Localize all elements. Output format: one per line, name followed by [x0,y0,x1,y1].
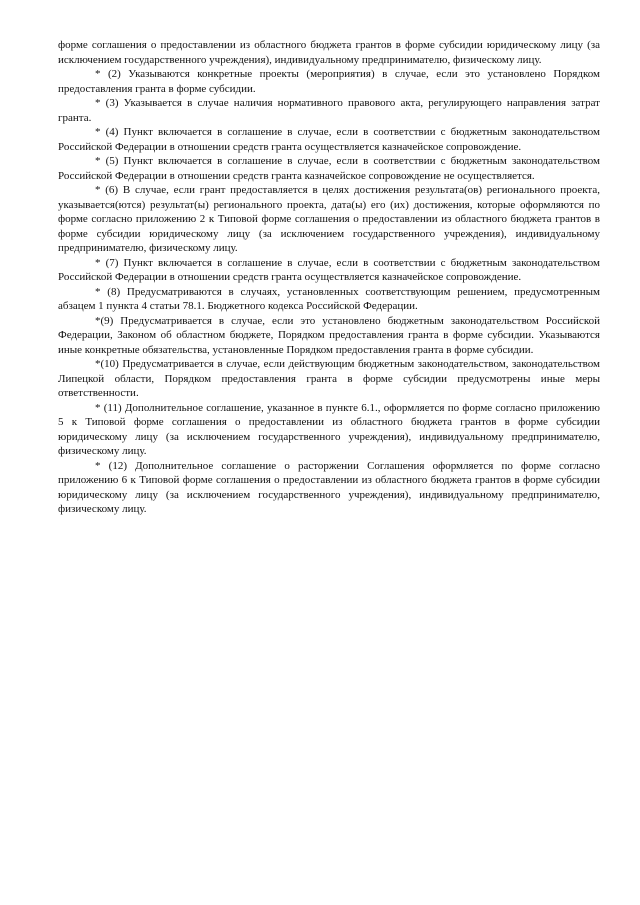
footnote-12: * (12) Дополнительное соглашение о расторжении Соглашения оформляется по форме согласно приложению 6 к Типовой форме соглашения о предоставлении из областного бюджета грантов в форме субсидии юридическому лицу (за исключением государственного учреждения), индивидуальному предпринимателю, физическому лицу. [58,459,600,515]
footnote-4: * (4) Пункт включается в соглашение в случае, если в соответствии с бюджетным законодательством Российской Федерации в отношении средств гранта осуществляется казначейское сопровождение. [58,126,600,153]
footnote-2: * (2) Указываются конкретные проекты (мероприятия) в случае, если это установлено Порядком предоставления гранта в форме субсидии. [58,68,600,95]
footnote-7: * (7) Пункт включается в соглашение в случае, если в соответствии с бюджетным законодательством Российской Федерации в отношении средств гранта осуществляется казначейское сопровождение. [58,256,600,283]
footnote-10: *(10) Предусматривается в случае, если действующим бюджетным законодательством, законодательством Липецкой области, Порядком предоставления гранта в форме субсидии предусмотрены иные меры ответственности. [58,358,600,399]
footnote-11: * (11) Дополнительное соглашение, указанное в пункте 6.1., оформляется по форме согласно приложению 5 к Типовой форме соглашения о предоставлении из областного бюджета грантов в форме субсидии юридическому лицу (за исключением государственного учреждения), индивидуальному предпринимателю, физическому лицу. [58,401,600,457]
footnote-6: * (6) В случае, если грант предоставляется в целях достижения результата(ов) регионального проекта, указывается(ются) результат(ы) регионального проекта, дата(ы) его (их) достижения, которые оформляются по форме согласно приложению 2 к Типовой форме соглашения о предоставлении из областного бюджета грантов в форме субсидии юридическому лицу (за исключением государственного учреждения), индивидуальному предпринимателю, физическому лицу. [58,184,600,254]
footnote-5: * (5) Пункт включается в соглашение в случае, если в соответствии с бюджетным законодательством Российской Федерации в отношении средств гранта казначейское сопровождение не осуществляется. [58,155,600,182]
footnotes-block [58,38,600,517]
footnote-8: * (8) Предусматриваются в случаях, установленных соответствующим решением, предусмотренным абзацем 1 пункта 4 статьи 78.1. Бюджетного кодекса Российской Федерации. [58,285,600,312]
footnote-9: *(9) Предусматривается в случае, если это установлено бюджетным законодательством Российской Федерации, Законом об областном бюджете, Порядком предоставления гранта в форме субсидии. Указываются иные конкретные обязательства, установленные Порядком предоставления гранта в форме субсидии. [58,314,600,356]
footnote-3: * (3) Указывается в случае наличия нормативного правового акта, регулирующего направления затрат гранта. [58,97,600,124]
paragraph-continuation: форме соглашения о предоставлении из областного бюджета грантов в форме субсидии юридическому лицу (за исключением государственного учреждения), индивидуальному предпринимателю, физическому лицу. [58,39,600,66]
